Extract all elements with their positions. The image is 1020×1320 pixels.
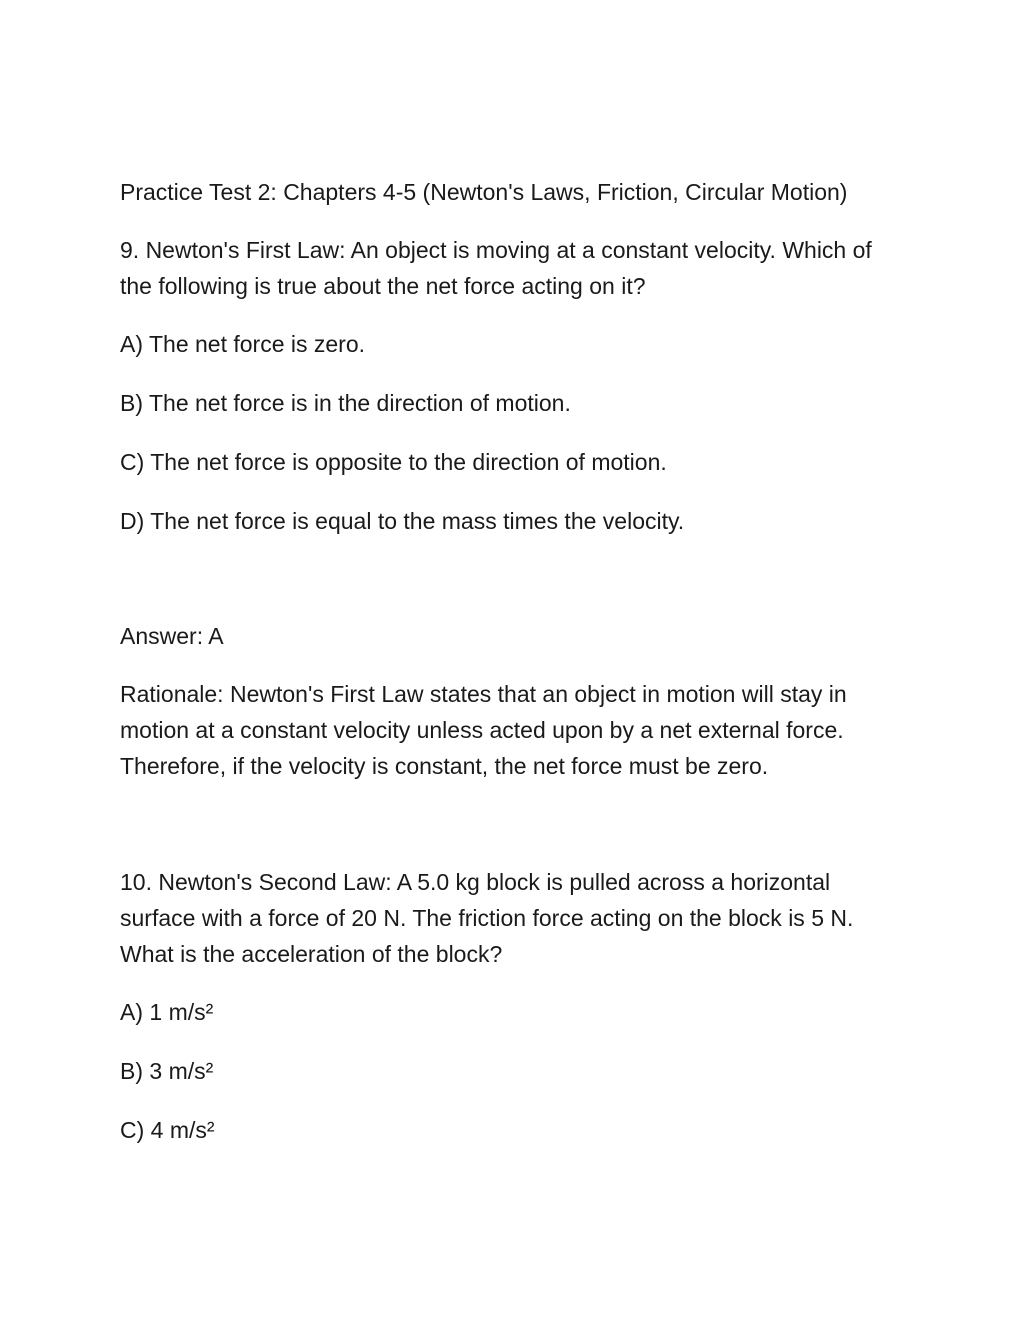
question-10-text: 10. Newton's Second Law: A 5.0 kg block is pulled across a horizontal surface with a force of 20 N. The friction force acting on the block is 5 N. What is the acceleration of the block? <box>120 869 854 967</box>
question-10-option-a: A) 1 m/s² <box>120 999 214 1025</box>
question-9-answer: Answer: A <box>120 623 224 649</box>
spacer <box>120 562 910 618</box>
question-9-option-b: B) The net force is in the direction of motion. <box>120 390 571 416</box>
spacer <box>120 784 910 864</box>
question-9-option-d: D) The net force is equal to the mass times the velocity. <box>120 508 685 534</box>
question-9-option-a: A) The net force is zero. <box>120 331 366 357</box>
question-10-option-b: B) 3 m/s² <box>120 1058 214 1084</box>
question-9-text: 9. Newton's First Law: An object is moving at a constant velocity. Which of the following is true about the net force acting on it? <box>120 237 872 299</box>
document-page <box>120 174 910 1171</box>
question-10-option-c: C) 4 m/s² <box>120 1117 215 1143</box>
question-9-rationale: Rationale: Newton's First Law states that an object in motion will stay in motion at a constant velocity unless acted upon by a net external force. Therefore, if the velocity is constant, the net force must be zero. <box>120 681 847 779</box>
page-title: Practice Test 2: Chapters 4-5 (Newton's Laws, Friction, Circular Motion) <box>120 179 848 205</box>
question-9-option-c: C) The net force is opposite to the direction of motion. <box>120 449 667 475</box>
